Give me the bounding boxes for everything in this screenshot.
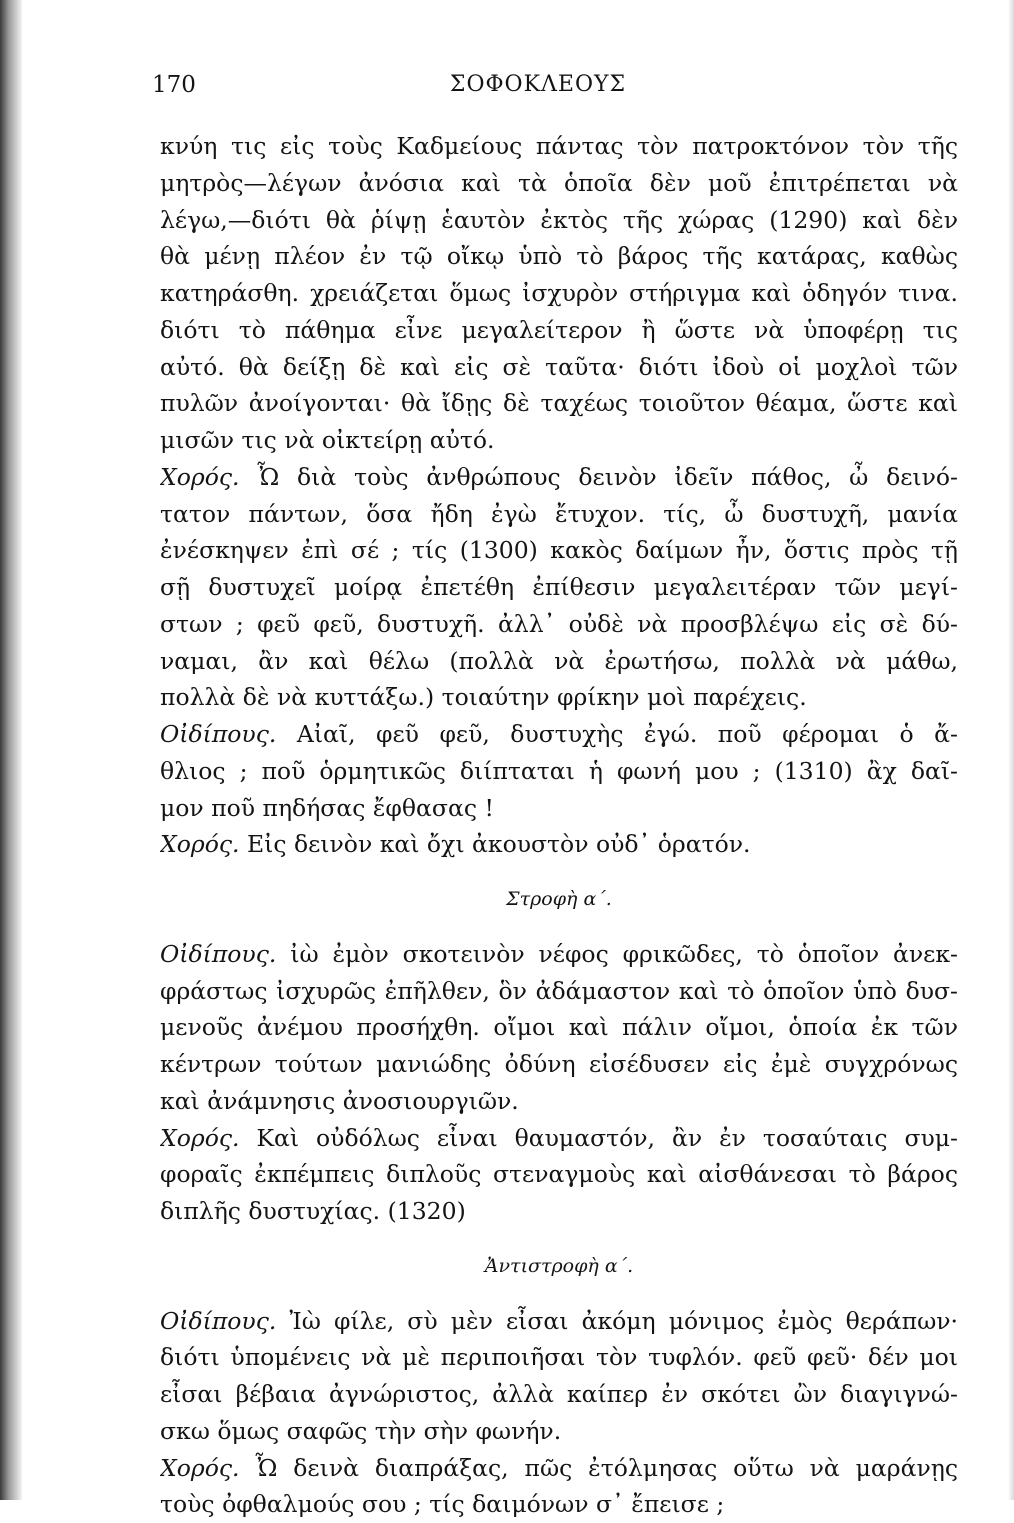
body-text [160, 128, 958, 1523]
section-heading-strophe: Στροφὴ α΄. [506, 888, 612, 910]
speech-text: Ὦ δεινὰ διαπράξας, πῶς ἐτόλμησας οὕτω νὰ μαράνῃς [255, 1453, 958, 1482]
text-line: μον ποῦ πηδήσας ἔφθασας ! [160, 793, 494, 822]
page-number: 170 [152, 72, 196, 98]
speaker-name: Οἰδίπους. [160, 939, 277, 968]
text-line: διότι ὑπομένεις νὰ μὲ περιποιῆσαι τὸν τυφλόν. φεῦ φεῦ· δέν μοι [160, 1343, 958, 1372]
text-line: κνύη τις εἰς τοὺς Καδμείους πάντας τὸν πατροκτόνον τὸν τῆς [160, 132, 958, 160]
text-line: διπλῆς δυστυχίας. (1320) [160, 1197, 466, 1225]
text-line: θὰ μένῃ πλέον ἐν τῷ οἴκῳ ὑπὸ τὸ βάρος τῆς κατάρας, καθὼς [160, 242, 958, 271]
text-line: φοραῖς ἐκπέμπεις διπλοῦς στεναγμοὺς καὶ αἰσθάνεσαι τὸ βάρος [160, 1160, 958, 1189]
text-line: μενοῦς ἀνέμου προσήχθη. οἴμοι καὶ πάλιν οἴμοι, ὁποία ἐκ τῶν [160, 1013, 958, 1042]
speech-text: Ἰὼ φίλε, σὺ μὲν εἶσαι ἀκόμη μόνιμος ἐμὸς θεράπων· [289, 1306, 958, 1335]
text-line: τοὺς ὀφθαλμούς σου ; τίς δαιμόνων σ᾽ ἔπεισε ; [160, 1490, 725, 1519]
text-line: πυλῶν ἀνοίγονται· θὰ ἴδῃς δὲ ταχέως τοιοῦτον θέαμα, ὥστε καὶ [160, 389, 958, 418]
speaker-name: Οἰδίπους. [160, 1306, 277, 1335]
text-line: εἶσαι βέβαια ἀγνώριστος, ἀλλὰ καίπερ ἐν σκότει ὢν διαγιγνώ- [160, 1380, 958, 1408]
speech-text: Αἰαῖ, φεῦ φεῦ, δυστυχὴς ἐγώ. ποῦ φέρομαι ὁ ἄ- [296, 720, 958, 748]
speech-first-line [160, 1303, 958, 1340]
text-line: φράστως ἰσχυρῶς ἐπῆλθεν, ὃν ἀδάμαστον καὶ τὸ ὁποῖον ὑπὸ δυσ- [160, 976, 958, 1005]
speaker-name: Χορός. [160, 830, 240, 859]
speaker-name: Χορός. [160, 1123, 240, 1152]
speech-first-line [160, 826, 958, 863]
text-line: μισῶν τις νὰ οἰκτείρῃ αὐτό. [160, 426, 495, 454]
page-binding-shadow [0, 0, 22, 1500]
text-line: διότι τὸ πάθημα εἶνε μεγαλείτερον ἢ ὥστε νὰ ὑποφέρῃ τις [160, 315, 958, 344]
speech-first-line [160, 1120, 958, 1157]
text-line: πολλὰ δὲ νὰ κυττάξω.) τοιαύτην φρίκην μοὶ παρέχεις. [160, 683, 807, 712]
speech-text: Εἰς δεινὸν καὶ ὄχι ἀκουστὸν οὐδ᾽ ὁρατόν. [246, 830, 751, 859]
text-line: αὐτό. θὰ δείξῃ δὲ καὶ εἰς σὲ ταῦτα· διότι ἰδοὺ οἱ μοχλοὶ τῶν [160, 352, 958, 381]
running-title: ΣΟΦΟΚΛΕΟΥΣ [449, 72, 627, 97]
speech-first-line [160, 716, 958, 753]
page-header [148, 72, 888, 106]
text-line: σκω ὅμως σαφῶς τὴν σὴν φωνήν. [160, 1416, 562, 1445]
text-line: στων ; φεῦ φεῦ, δυστυχῆ. ἀλλ᾽ οὐδὲ νὰ προσβλέψω εἰς σὲ δύ- [160, 609, 958, 638]
speech-first-line [160, 1450, 958, 1487]
speaker-name: Χορός. [160, 1453, 240, 1482]
text-line: τατον πάντων, ὅσα ἤδη ἐγὼ ἔτυχον. τίς, ὦ δυστυχῆ, μανία [160, 499, 958, 528]
text-line: ἐνέσκηψεν ἐπὶ σέ ; τίς (1300) κακὸς δαίμων ἦν, ὅστις πρὸς τῇ [160, 536, 958, 565]
page-edge [1008, 0, 1014, 1500]
speech-text: ἰὼ ἐμὸν σκοτεινὸν νέφος φρικῶδες, τὸ ὁποῖον ἀνεκ- [290, 939, 958, 968]
speaker-name: Οἰδίπους. [160, 720, 277, 748]
speech-first-line [160, 459, 958, 496]
text-line: κέντρων τούτων μανιώδης ὀδύνη εἰσέδυσεν εἰς ἐμὲ συγχρόνως [160, 1050, 958, 1078]
speech-text: Καὶ οὐδόλως εἶναι θαυμαστόν, ἂν ἐν τοσαύταις συμ- [256, 1123, 958, 1152]
text-line: θλιος ; ποῦ ὁρμητικῶς διίπταται ἡ φωνή μου ; (1310) ἂχ δαῖ- [160, 756, 958, 785]
text-line: κατηράσθη. χρειάζεται ὅμως ἰσχυρὸν στήριγμα καὶ ὁδηγόν τινα. [160, 279, 958, 307]
text-line: μητρὸς—λέγων ἀνόσια καὶ τὰ ὁποῖα δὲν μοῦ ἐπιτρέπεται νὰ [160, 168, 958, 197]
speech-first-line [160, 936, 958, 973]
text-line: καὶ ἀνάμνησις ἀνοσιουργιῶν. [160, 1086, 519, 1115]
text-line: λέγω,—διότι θὰ ῥίψῃ ἑαυτὸν ἐκτὸς τῆς χώρας (1290) καὶ δὲν [160, 205, 958, 234]
speech-text: Ὦ διὰ τοὺς ἀνθρώπους δεινὸν ἰδεῖν πάθος, ὦ δεινό- [257, 462, 958, 491]
text-line: σῇ δυστυχεῖ μοίρᾳ ἐπετέθη ἐπίθεσιν μεγαλειτέραν τῶν μεγί- [160, 573, 958, 601]
speaker-name: Χορός. [160, 462, 240, 491]
section-heading-antistrophe: Ἀντιστροφὴ α΄. [484, 1254, 634, 1277]
text-line: ναμαι, ἂν καὶ θέλω (πολλὰ νὰ ἐρωτήσω, πολλὰ νὰ μάθω, [160, 646, 958, 675]
